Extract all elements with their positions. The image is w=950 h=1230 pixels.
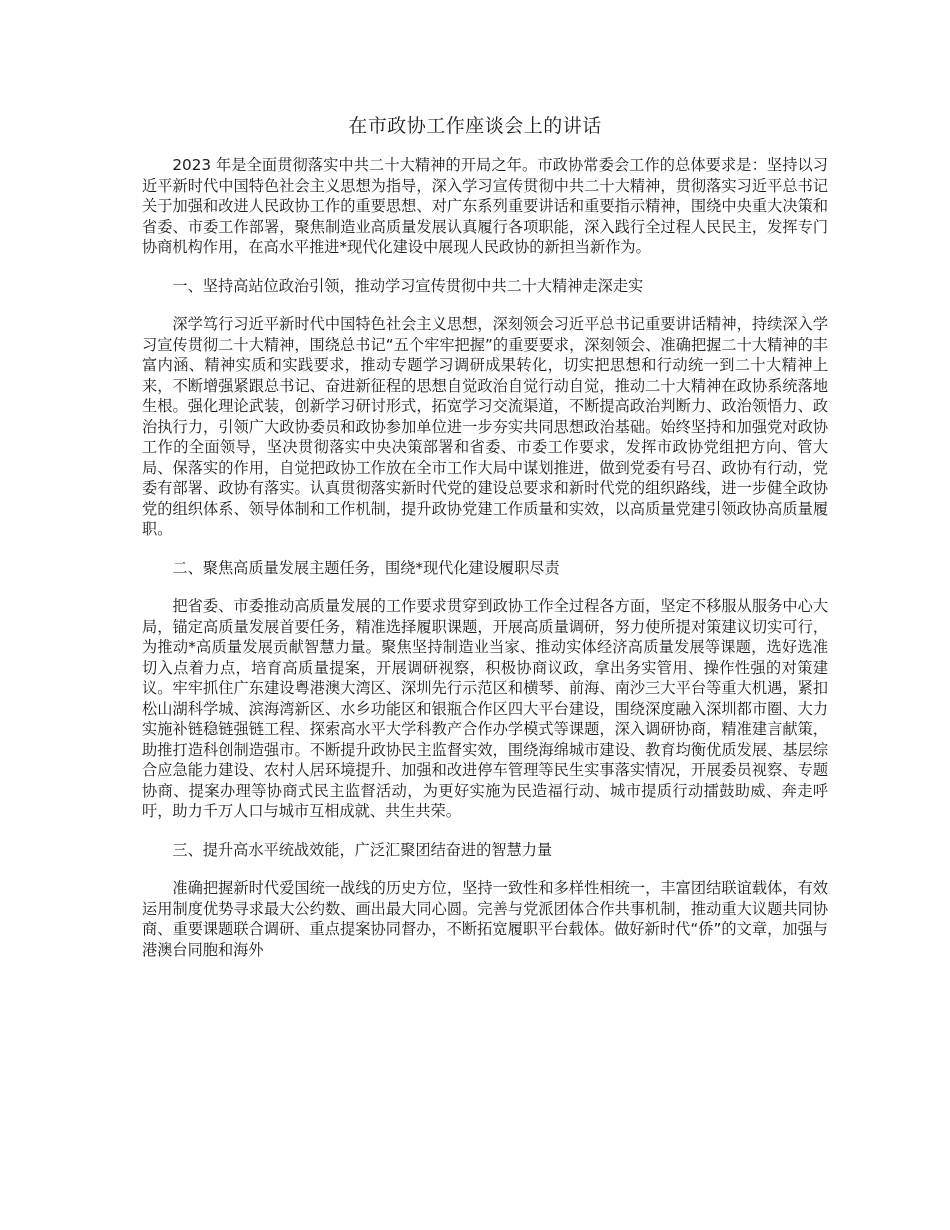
document-body (142, 155, 828, 960)
paragraph-section-1: 深学笃行习近平新时代中国特色社会主义思想，深刻领会习近平总书记重要讲话精神，持续深入学习宣传贯彻二十大精神，围绕总书记“五个牢牢把握”的重要要求，深刻领会、准确把握二十大精神的丰富内涵、精神实质和实践要求，推动专题学习调研成果转化，切实把思想和行动统一到二十大精神上来，不断增强紧跟总书记、奋进新征程的思想自觉政治自觉行动自觉，推动二十大精神在政协系统落地生根。强化理论武装，创新学习研讨形式，拓宽学习交流渠道，不断提高政治判断力、政治领悟力、政治执行力，引领广大政协委员和政协参加单位进一步夯实共同思想政治基础。始终坚持和加强党对政协工作的全面领导，坚决贯彻落实中央决策部署和省委、市委工作要求，发挥市政协党组把方向、管大局、保落实的作用，自觉把政协工作放在全市工作大局中谋划推进，做到党委有号召、政协有行动，党委有部署、政协有落实。认真贯彻落实新时代党的建设总要求和新时代党的组织路线，进一步健全政协党的组织体系、领导体制和工作机制，提升政协党建工作质量和实效，以高质量党建引领政协高质量履职。 (142, 315, 828, 538)
paragraph-intro: 2023 年是全面贯彻落实中共二十大精神的开局之年。市政协常委会工作的总体要求是：坚持以习近平新时代中国特色社会主义思想为指导，深入学习宣传贯彻中共二十大精神，贯彻落实习近平总书记关于加强和改进人民政协工作的重要思想、对广东系列重要讲话和重要指示精神，围绕中央重大决策和省委、市委工作部署，聚焦制造业高质量发展认真履行各项职能，深入践行全过程人民民主，发挥专门协商机构作用，在高水平推进*现代化建设中展现人民政协的新担当新作为。 (142, 156, 828, 256)
paragraph-section-2: 把省委、市委推动高质量发展的工作要求贯穿到政协工作全过程各方面，坚定不移服从服务中心大局，锚定高质量发展首要任务，精准选择履职课题，开展高质量调研，努力使所提对策建议切实可行，为推动*高质量发展贡献智慧力量。聚焦坚持制造业当家、推动实体经济高质量发展等课题，选好选准切入点着力点，培育高质量提案，开展调研视察，积极协商议政，拿出务实管用、操作性强的对策建议。牢牢抓住广东建设粤港澳大湾区、深圳先行示范区和横琴、前海、南沙三大平台等重大机遇，紧扣松山湖科学城、滨海湾新区、水乡功能区和银瓶合作区四大平台建设，围绕深度融入深圳都市圈、大力实施补链稳链强链工程、探索高水平大学科教产合作办学模式等课题，深入调研协商，精准建言献策，助推打造科创制造强市。不断提升政协民主监督实效，围绕海绵城市建设、教育均衡优质发展、基层综合应急能力建设、农村人居环境提升、加强和改进停车管理等民生实事落实情况，开展委员视察、专题协商、提案办理等协商式民主监督活动，为更好实施为民造福行动、城市提质行动擂鼓助威、奔走呼吁，助力千万人口与城市互相成就、共生共荣。 (142, 597, 828, 820)
page-title: 在市政协工作座谈会上的讲话 (348, 115, 602, 137)
section-heading-3: 三、提升高水平统战效能，广泛汇聚团结奋进的智慧力量 (172, 840, 553, 859)
paragraph-section-3: 准确把握新时代爱国统一战线的历史方位，坚持一致性和多样性相统一，丰富团结联谊载体，有效运用制度优势寻求最大公约数、画出最大同心圆。完善与党派团体合作共事机制，推动重大议题共同协商、重要课题联合调研、重点提案协同督办，不断拓宽履职平台载体。做好新时代“侨”的文章，加强与港澳台同胞和海外 (142, 879, 828, 959)
section-heading-2: 二、聚焦高质量发展主题任务，围绕*现代化建设履职尽责 (172, 558, 560, 577)
section-heading-1: 一、坚持高站位政治引领，推动学习宣传贯彻中共二十大精神走深走实 (172, 276, 644, 295)
